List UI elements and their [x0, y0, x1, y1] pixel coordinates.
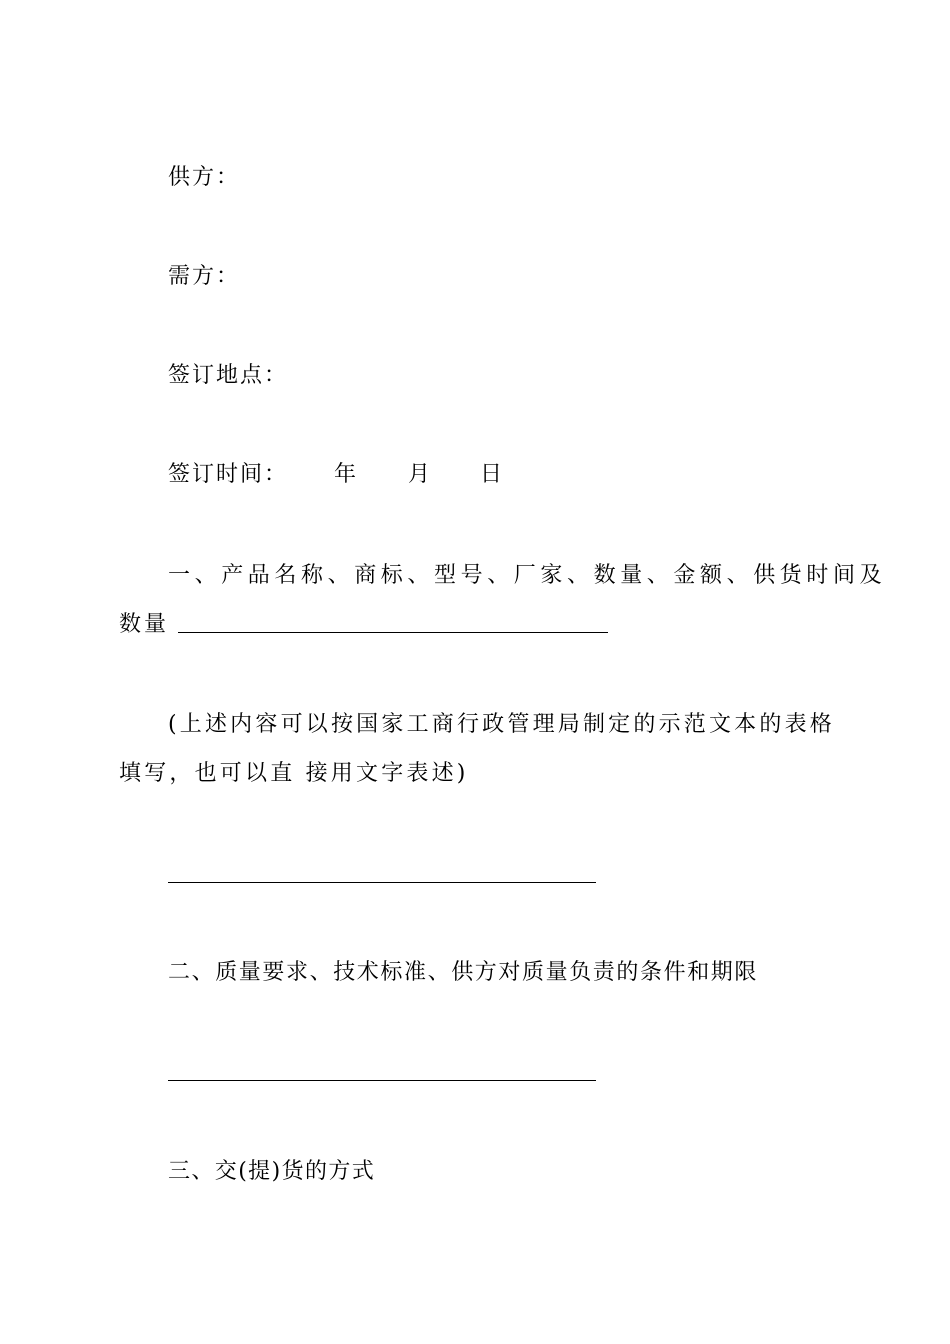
month-label: 月: [408, 462, 431, 487]
section-3-title: 三、交(提)货的方式: [168, 1159, 376, 1184]
section-1-title-continued: 数量: [119, 612, 170, 637]
buyer-label: 需方：: [168, 264, 241, 289]
signing-place-label: 签订地点：: [168, 363, 289, 388]
section-2-title: 二、质量要求、技术标准、供方对质量负责的条件和期限: [168, 960, 759, 985]
blank-fill-line: [168, 882, 596, 883]
day-label: 日: [480, 462, 503, 487]
section-1-fill-line: [178, 632, 608, 633]
year-label: 年: [334, 462, 357, 487]
signing-time-label: 签订时间：: [168, 462, 289, 487]
section-1-title: 一、产品名称、商标、型号、厂家、数量、金额、供货时间及: [168, 563, 887, 588]
supplier-label: 供方：: [168, 165, 241, 190]
section-1-note: (上述内容可以按国家工商行政管理局制定的示范文本的表格填写，也可以直 接用文字表述): [119, 712, 835, 786]
section-2-fill-line: [168, 1080, 596, 1081]
